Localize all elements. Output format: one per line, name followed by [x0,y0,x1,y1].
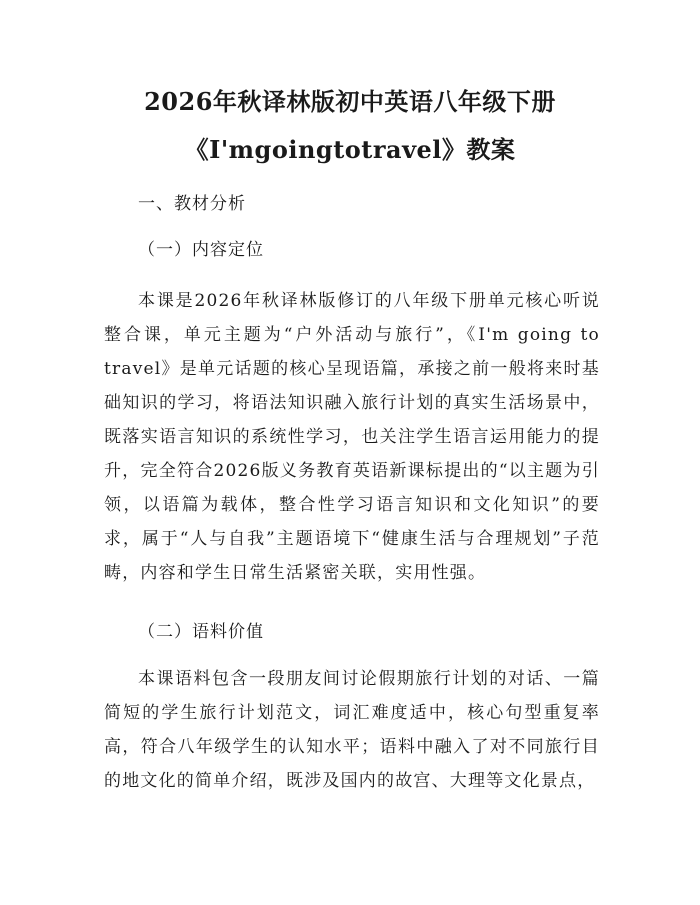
document-title-line-1: 2026年秋译林版初中英语八年级下册 [144,87,556,116]
subsection-heading-content-positioning: （一）内容定位 [138,240,264,260]
section-heading-material-analysis: 一、教材分析 [138,194,246,214]
paragraph-corpus-value: 本课语料包含一段朋友间讨论假期旅行计划的对话、一篇简短的学生旅行计划范文，词汇难度适中，核心句型重复率高，符合八年级学生的认知水平；语料中融入了对不同旅行目的地文化的简单介绍，既涉及国内的故宫、大理等文化景点， [104,669,600,791]
paragraph-content-positioning: 本课是2026年秋译林版修订的八年级下册单元核心听说整合课，单元主题为“户外活动与旅行”，《I'm going to travel》是单元话题的核心呈现语篇，承接之前一般将来时基础知识的学习，将语法知识融入旅行计划的真实生活场景中，既落实语言知识的系统性学习，也关注学生语言运用能力的提升，完全符合2026版义务教育英语新课标提出的“以主题为引领，以语篇为载体，整合性学习语言知识和文化知识”的要求，属于“人与自我”主题语境下“健康生活与合理规划”子范畴，内容和学生日常生活紧密关联，实用性强。 [104,291,600,583]
subsection-heading-corpus-value: （二）语料价值 [138,622,264,642]
document-title-line-2: 《I'mgoingtotravel》教案 [184,135,516,164]
